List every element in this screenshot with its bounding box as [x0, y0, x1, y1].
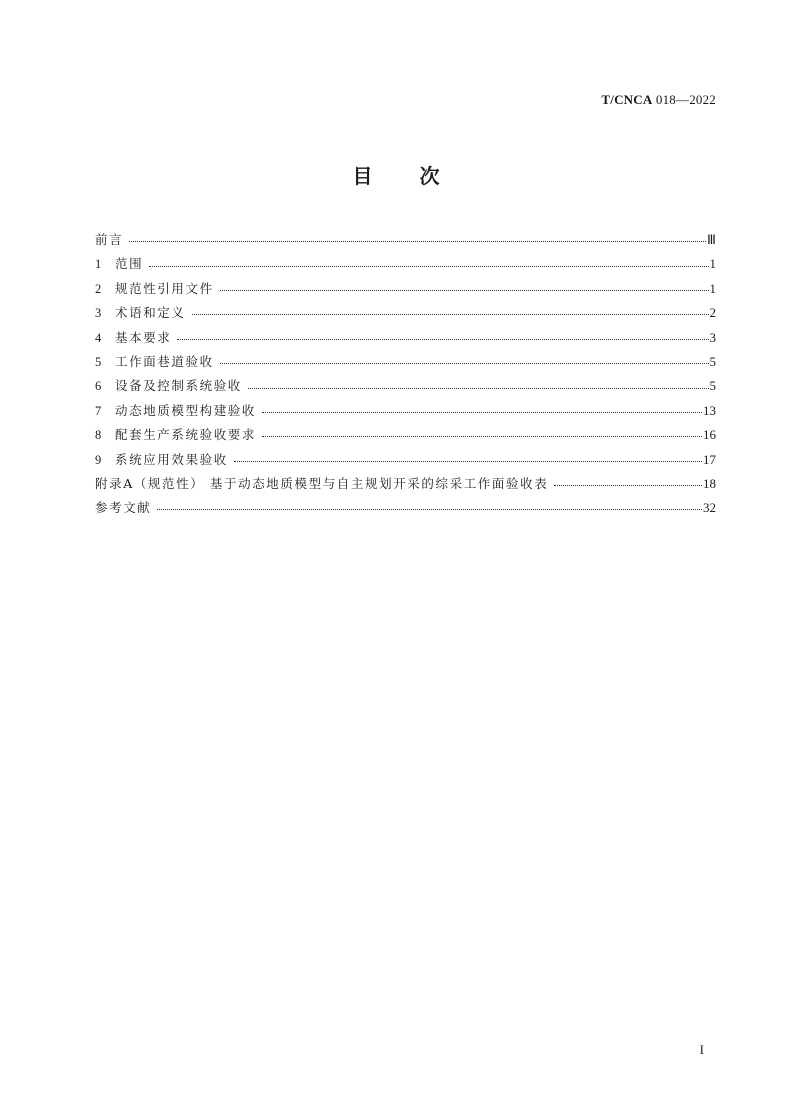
toc-dot-leader — [234, 460, 702, 462]
toc-entry-number: 2 — [95, 281, 102, 296]
toc-entry-1[interactable] — [95, 252, 716, 276]
toc-dot-leader — [220, 362, 709, 364]
toc-entry-number: 1 — [95, 257, 102, 272]
toc-entry-number: 4 — [95, 330, 102, 345]
toc-dot-leader — [177, 338, 708, 340]
toc-page-number: 32 — [703, 500, 716, 516]
toc-entry-title: 前言 — [95, 232, 124, 247]
toc-entry-title: 附录A（规范性） 基于动态地质模型与自主规划开采的综采工作面验收表 — [95, 475, 549, 491]
toc-page-number: 1 — [709, 280, 716, 296]
toc-dot-leader — [192, 313, 709, 315]
toc-dot-leader — [149, 265, 708, 267]
document-code-prefix: T/CNCA — [601, 92, 653, 107]
toc-dot-leader — [220, 289, 709, 291]
toc-entry-2[interactable] — [95, 277, 716, 301]
toc-dot-leader — [157, 508, 702, 510]
toc-page-number: 5 — [709, 378, 716, 394]
toc-page-number: 1 — [709, 256, 716, 272]
toc-title: 目 次 — [352, 164, 460, 188]
toc-entry-number: 8 — [95, 428, 102, 443]
toc-dot-leader — [262, 435, 702, 437]
toc-entry-3[interactable] — [95, 301, 716, 325]
toc-entry-title: 范围 — [115, 256, 144, 272]
toc-dot-leader — [248, 387, 709, 389]
toc-page-number: Ⅲ — [707, 232, 716, 247]
toc-page-number: 17 — [703, 451, 716, 467]
toc-entry-title: 基本要求 — [115, 329, 172, 345]
toc-dot-leader — [554, 484, 702, 486]
toc-entry-number: 6 — [95, 379, 102, 394]
toc-page-number: 13 — [703, 402, 716, 418]
toc-dot-leader — [129, 240, 706, 242]
toc-entry-foreword[interactable] — [95, 228, 716, 252]
toc-entry-references[interactable] — [95, 496, 716, 520]
toc-entry-number: 5 — [95, 354, 102, 369]
toc-entry-title: 配套生产系统验收要求 — [115, 427, 257, 443]
toc-entry-title: 术语和定义 — [115, 305, 186, 321]
toc-page-number: 2 — [709, 305, 716, 321]
toc-entry-7[interactable] — [95, 399, 716, 423]
toc-entry-title: 参考文献 — [95, 500, 152, 516]
toc-entry-8[interactable] — [95, 423, 716, 447]
toc-entry-number: 9 — [95, 452, 102, 467]
toc-page-number: 16 — [703, 427, 716, 443]
toc-dot-leader — [262, 411, 702, 413]
toc-entry-5[interactable] — [95, 350, 716, 374]
page-number: I — [699, 1042, 704, 1057]
toc-entry-6[interactable] — [95, 374, 716, 398]
toc-entry-number: 3 — [95, 306, 102, 321]
toc-entry-title: 动态地质模型构建验收 — [115, 402, 257, 418]
document-code — [601, 92, 716, 108]
toc-entry-title: 规范性引用文件 — [115, 280, 214, 296]
toc-entry-title: 系统应用效果验收 — [115, 451, 228, 467]
document-code-number: 018—2022 — [655, 92, 716, 107]
toc-entry-9[interactable] — [95, 448, 716, 472]
toc-entry-title: 设备及控制系统验收 — [115, 378, 242, 394]
toc-entry-title: 工作面巷道验收 — [115, 353, 214, 369]
toc-entry-number: 7 — [95, 403, 102, 418]
toc-page-number: 3 — [709, 329, 716, 345]
toc-page-number: 5 — [709, 353, 716, 369]
toc-page-number: 18 — [703, 475, 716, 491]
toc-entry-4[interactable] — [95, 326, 716, 350]
table-of-contents — [95, 228, 716, 521]
toc-entry-appendix-a[interactable] — [95, 472, 716, 496]
